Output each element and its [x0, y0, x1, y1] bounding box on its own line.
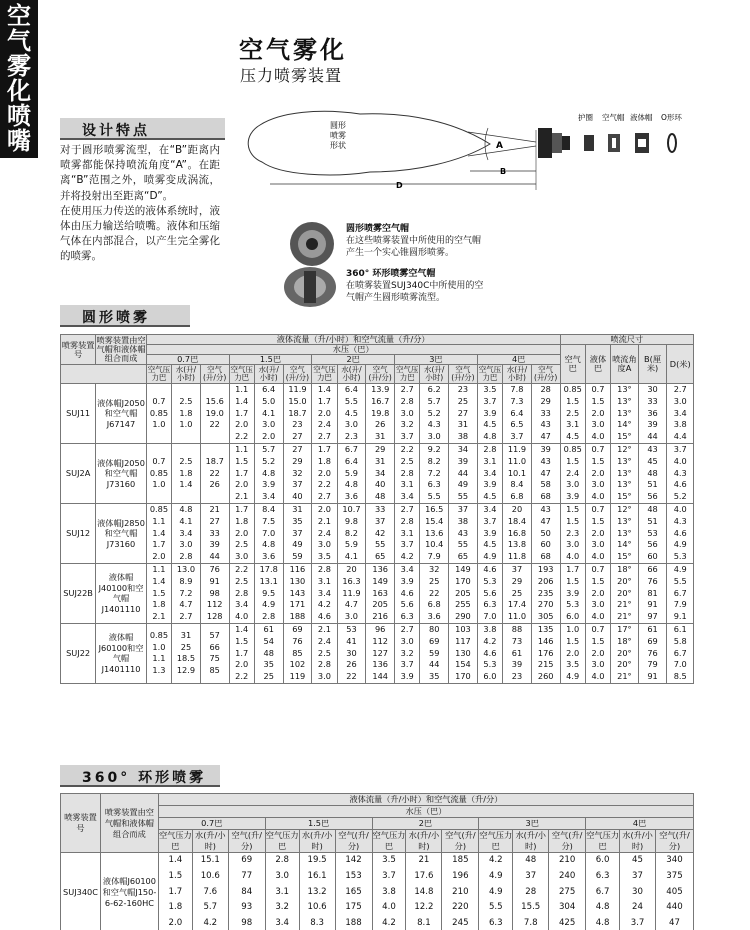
round-cap-title: 圆形喷雾空气帽: [346, 224, 410, 234]
spray-B-values: 66 76 81 91 97: [638, 563, 667, 623]
sub-air-pressure: 空气压力巴: [230, 365, 253, 382]
page-title: 空气雾化: [239, 36, 347, 64]
ring-cap-caption: [346, 268, 486, 305]
table-row: [61, 563, 694, 623]
sub-water: 水(升/小时): [172, 365, 201, 384]
col-liquid: 液体巴: [585, 345, 610, 384]
col-pressure: 水压（巴）: [146, 345, 560, 355]
air-pressure-values: 4.2 4.9 4.9 5.5 6.3: [479, 853, 513, 930]
air-flow-values: 34 39 44 49 55: [449, 443, 478, 503]
spray-B-values: 48 51 53 56 60: [638, 503, 667, 563]
col-flow: 液体流量（升/小时）和空气流量（升/分）: [146, 335, 560, 345]
ring-cap-title: 360° 环形喷雾空气帽: [346, 269, 436, 279]
blank-cell: [61, 365, 147, 384]
model-cell: SUJ22: [61, 623, 96, 683]
sub-air: 空气(升/分): [228, 830, 265, 853]
spray-B-values: 43 45 48 51 56: [638, 443, 667, 503]
air-pressure-values: 2.1 2.4 2.5 2.8 3.0: [312, 623, 337, 683]
air-pressure-values: 2.2 2.5 2.8 3.1 3.4: [395, 443, 420, 503]
spray-liquid-values: 0.7 1.5 2.0 3.0 4.0: [585, 503, 610, 563]
col-flow: 液体流量（升/小时）和空气流量（升/分）: [158, 794, 693, 806]
air-pressure-values: 2.2 2.5 2.8 3.4 4.0: [229, 563, 254, 623]
air-flow-values: 96 112 127 136 144: [366, 623, 395, 683]
air-pressure-values: 3.5 3.7 3.8 4.0 4.2: [372, 853, 406, 930]
label-A: A: [496, 141, 503, 151]
water-flow-values: 53 41 30 26 22: [337, 623, 366, 683]
air-flow-values: 116 130 143 171 188: [283, 563, 312, 623]
spray-liquid-values: 0.7 1.5 2.0 3.0 4.0: [585, 563, 610, 623]
water-flow-values: 8.4 7.5 7.0 4.8 3.6: [254, 503, 283, 563]
nozzle-assembly-icon: [538, 128, 570, 158]
air-pressure-values: 3.5 3.7 3.9 4.5 4.8: [477, 384, 502, 444]
pressure-group: 3巴: [479, 818, 586, 830]
air-pressure-values: 2.8 3.0 3.1 3.2 3.4: [265, 853, 299, 930]
label-B: B: [500, 167, 507, 176]
ring-cap-text: 在喷雾装置SUJ340C中所使用的空气帽产生圆形喷雾流型。: [346, 281, 484, 304]
side-char: 化: [7, 77, 31, 105]
side-char: 嘴: [7, 127, 31, 155]
sub-air-pressure: 空气压力巴: [313, 365, 336, 382]
water-flow-values: 31 25 18.5 12.9: [172, 623, 201, 683]
air-pressure-values: 2.8 3.1 3.4 3.9 4.5: [477, 443, 502, 503]
pressure-group: 2巴: [312, 355, 395, 365]
air-pressure-values: 6.0 6.3 6.7 4.8 4.8: [586, 853, 620, 930]
pressure-group: 0.7巴: [146, 355, 229, 365]
air-pressure-values: 2.7 2.8 3.0 3.2 3.7: [395, 384, 420, 444]
col-angle: 喷流角度A: [611, 345, 639, 384]
sub-air: 空气(升/分): [531, 365, 560, 384]
air-flow-values: 29 31 34 40 48: [366, 443, 395, 503]
air-pressure-values: 3.4 3.7 3.9 4.5 4.9: [477, 503, 502, 563]
spray-air-values: 0.85 1.5 2.4 3.0 3.9: [560, 443, 585, 503]
design-heading: 设计特点: [60, 118, 225, 140]
side-char: 雾: [7, 52, 31, 80]
part-label: 液体帽: [630, 113, 653, 122]
ring-table-body: [61, 853, 694, 930]
angle-arc: [485, 128, 488, 160]
design-paragraph-1: 对于圆形喷雾流型，在“B”距离内喷雾都能保持喷流角度“A”。在距离“B”范围之外，喷雾变成涡流，并将投射出至距离“D”。: [60, 144, 220, 202]
air-pressure-values: 0.7 0.85 1.0: [146, 384, 171, 444]
round-table-body: [61, 384, 694, 684]
sub-air: 空气(升/分): [335, 830, 372, 853]
sub-air-pressure: 空气压力巴: [395, 365, 419, 382]
pressure-group: 1.5巴: [265, 818, 372, 830]
water-flow-values: 48 37 28 15.5 7.8: [513, 853, 549, 930]
air-pressure-values: 2.0 2.1 2.4 3.0 3.5: [312, 503, 337, 563]
sub-air-pressure: 空气压力巴: [372, 830, 406, 851]
ring-air-cap-photo: [282, 265, 338, 309]
table-row: [61, 623, 694, 683]
air-pressure-values: 1.1 1.5 1.7 2.0 2.1: [229, 443, 254, 503]
water-flow-values: 9.2 8.2 7.2 6.3 5.5: [420, 443, 449, 503]
water-flow-values: 80 69 59 44 35: [420, 623, 449, 683]
sub-water: 水(升/小时): [620, 830, 656, 853]
air-flow-values: 23 25 27 31 38: [449, 384, 478, 444]
water-flow-values: 4.8 4.1 3.4 3.0 2.8: [172, 503, 201, 563]
liquid-cap-icon: [635, 133, 649, 153]
ring-spray-table: [60, 793, 694, 930]
ring-spray-heading: 360° 环形喷雾: [60, 765, 220, 787]
cloud-label: 圆形喷雾形状: [330, 121, 346, 150]
spray-air-values: 1.7 1.5 3.9 5.3 6.0: [560, 563, 585, 623]
o-ring-icon: [668, 134, 676, 152]
air-flow-values: 18.7 22 26: [200, 443, 229, 503]
spray-liquid-values: 0.7 1.5 2.0 3.0 4.0: [585, 623, 610, 683]
side-tab: [0, 0, 38, 158]
model-cell: SUJ22B: [61, 563, 96, 623]
sub-air: 空气(升/分): [549, 830, 586, 853]
combo-cell: 液体帽J60100和空气帽J1401110: [96, 623, 147, 683]
air-pressure-values: 0.85 1.0 1.1 1.3: [146, 623, 171, 683]
spray-air-values: 0.85 1.5 2.5 3.1 4.5: [560, 384, 585, 444]
water-flow-values: 11.9 11.0 10.1 8.4 6.8: [503, 443, 532, 503]
water-flow-values: 13.0 8.9 7.2 4.7 2.7: [172, 563, 201, 623]
air-pressure-values: 1.7 1.8 2.0 2.5 3.0: [229, 503, 254, 563]
spray-air-values: 1.5 1.5 2.3 3.0 4.0: [560, 503, 585, 563]
retainer-ring-icon: [584, 135, 594, 151]
sub-air: 空气(升/分): [366, 365, 395, 384]
air-pressure-values: 1.4 1.5 1.7 2.0 2.2: [229, 623, 254, 683]
col-air: 空气巴: [560, 345, 585, 384]
sub-air-pressure: 空气压力巴: [479, 830, 513, 851]
air-pressure-values: 2.7 3.0 3.2 3.7 3.9: [395, 623, 420, 683]
spray-angle-values: 12° 13° 13° 14° 15°: [611, 503, 639, 563]
air-pressure-values: 3.8 4.2 4.6 5.3 6.0: [477, 623, 502, 683]
water-flow-values: 7.8 7.3 6.4 6.5 3.7: [503, 384, 532, 444]
air-flow-values: 193 206 235 270 305: [531, 563, 560, 623]
part-label: O形环: [661, 113, 682, 122]
sub-air: 空气(升/分): [449, 365, 478, 384]
sub-water: 水(升/小时): [337, 365, 366, 384]
round-spray-heading: 圆形喷雾: [60, 305, 190, 327]
design-paragraph-2: 在使用压力传送的液体系统时，液体由压力输送给喷嘴。液体和压缩气体在内部混合，以产生完全雾化的喷雾。: [60, 204, 220, 263]
water-flow-values: 32 25 22 6.8 3.6: [420, 563, 449, 623]
sub-water: 水(升/小时): [420, 365, 449, 384]
side-char: 喷: [7, 102, 31, 130]
water-flow-values: 88 73 61 39 23: [503, 623, 532, 683]
spray-angle-values: 18° 20° 20° 21° 21°: [611, 563, 639, 623]
air-flow-values: 57 66 75 85: [200, 623, 229, 683]
col-combo: 喷雾装置由空气帽和液体帽组合而成: [96, 335, 146, 363]
air-pressure-values: 1.4 1.7 2.0 2.4 2.7: [312, 384, 337, 444]
label-D: D: [396, 181, 403, 190]
sub-air-pressure: 空气压力巴: [147, 365, 171, 382]
air-flow-values: 210 240 275 304 425: [549, 853, 586, 930]
table-row: [61, 384, 694, 444]
air-pressure-values: 2.8 3.1 3.4 4.2 4.6: [312, 563, 337, 623]
water-flow-values: 5.7 5.2 4.8 3.9 3.4: [254, 443, 283, 503]
air-flow-values: 15.6 19.0 22: [200, 384, 229, 444]
pressure-group: 4巴: [477, 355, 560, 365]
water-flow-values: 6.4 5.5 4.5 3.0 2.3: [337, 384, 366, 444]
water-flow-values: 15.1 10.6 7.6 5.7 4.2: [192, 853, 228, 930]
sub-air-pressure: 空气压力巴: [265, 830, 299, 851]
air-flow-values: 136 149 163 205 216: [366, 563, 395, 623]
spray-D-values: 4.9 5.5 6.7 7.9 9.1: [667, 563, 694, 623]
round-air-cap-photo: [288, 220, 336, 268]
sub-water: 水(升/小时): [406, 830, 442, 853]
col-D: D(米): [667, 345, 694, 384]
sub-water: 水(升/小时): [513, 830, 549, 853]
air-pressure-values: 1.1 1.4 1.5 1.8 2.1: [146, 563, 171, 623]
sub-air-pressure: 空气压力巴: [158, 830, 192, 851]
spray-angle-values: 13° 13° 13° 14° 15°: [611, 384, 639, 444]
col-model: 喷雾装置号: [61, 335, 96, 365]
water-flow-values: 45 37 30 24 3.7: [620, 853, 656, 930]
water-flow-values: 19.5 16.1 13.2 10.6 8.3: [299, 853, 335, 930]
sub-air: 空气(升/分): [200, 365, 229, 384]
air-flow-values: 11.9 15.0 18.7 23 27: [283, 384, 312, 444]
air-pressure-values: 0.7 0.85 1.0: [146, 443, 171, 503]
air-flow-values: 31 35 37 49 59: [283, 503, 312, 563]
water-flow-values: 37 29 25 17.4 11.0: [503, 563, 532, 623]
model-cell: SUJ11: [61, 384, 96, 444]
table-row: [61, 853, 694, 930]
spray-cloud: [248, 111, 490, 175]
spray-B-values: 30 33 36 39 44: [638, 384, 667, 444]
air-flow-values: 69 77 84 93 98: [228, 853, 265, 930]
water-flow-values: 17.8 13.1 9.5 4.9 2.8: [254, 563, 283, 623]
water-flow-values: 61 54 48 35 25: [254, 623, 283, 683]
air-flow-values: 142 153 165 175 188: [335, 853, 372, 930]
sub-water: 水(升/小时): [299, 830, 335, 853]
spray-D-values: 4.0 4.3 4.6 4.9 5.3: [667, 503, 694, 563]
air-flow-values: 13.9 16.7 19.8 26 31: [366, 384, 395, 444]
air-flow-values: 39 43 47 58 68: [531, 443, 560, 503]
air-flow-values: 37 38 43 55 65: [449, 503, 478, 563]
combo-cell: 液体帽J2050和空气帽J67147: [96, 384, 147, 444]
sub-water: 水(升/小时): [254, 365, 283, 384]
air-flow-values: 103 117 130 154 170: [449, 623, 478, 683]
spray-angle-values: 17° 18° 20° 20° 21°: [611, 623, 639, 683]
combo-cell: 液体帽J60100和空气帽J150-6-62-160HC: [100, 853, 158, 930]
sub-water: 水(升/小时): [192, 830, 228, 853]
water-flow-values: 16.5 15.4 13.6 10.4 7.9: [420, 503, 449, 563]
spray-B-values: 61 69 76 79 91: [638, 623, 667, 683]
sub-air: 空气(升/分): [283, 365, 312, 384]
model-cell: SUJ12: [61, 503, 96, 563]
air-pressure-values: 1.1 1.4 1.7 2.0 2.2: [229, 384, 254, 444]
air-flow-values: 27 29 32 37 40: [283, 443, 312, 503]
air-flow-values: 43 47 50 60 68: [531, 503, 560, 563]
water-flow-values: 6.4 5.0 4.1 3.0 2.0: [254, 384, 283, 444]
pressure-group: 1.5巴: [229, 355, 312, 365]
sub-air: 空气(升/分): [442, 830, 479, 853]
air-pressure-values: 1.7 1.8 2.0 2.2 2.7: [312, 443, 337, 503]
spray-liquid-values: 0.7 1.5 2.0 3.0 4.0: [585, 443, 610, 503]
round-cap-text: 在这些喷雾装置中所使用的空气帽产生一个实心锥圆形喷雾。: [346, 236, 482, 259]
combo-cell: 液体帽J2850和空气帽J73160: [96, 503, 147, 563]
water-flow-values: 2.5 1.8 1.0: [172, 384, 201, 444]
water-flow-values: 2.5 1.8 1.4: [172, 443, 201, 503]
page-subtitle: 压力喷雾装置: [240, 66, 343, 85]
spray-D-values: 6.1 5.8 6.7 7.0 8.5: [667, 623, 694, 683]
air-pressure-values: 2.7 2.8 3.1 3.7 4.2: [395, 503, 420, 563]
air-flow-values: 69 76 85 102 119: [283, 623, 312, 683]
air-flow-values: 33 37 42 55 65: [366, 503, 395, 563]
spray-angle-values: 12° 13° 13° 13° 15°: [611, 443, 639, 503]
air-cap-icon: [608, 134, 620, 152]
air-flow-values: 149 170 205 255 290: [449, 563, 478, 623]
pressure-group: 2巴: [372, 818, 479, 830]
side-char: 气: [7, 27, 31, 55]
air-flow-values: 76 91 98 112 128: [200, 563, 229, 623]
table-row: [61, 503, 694, 563]
spray-diagram: [240, 100, 720, 200]
spray-D-values: 2.7 3.0 3.4 3.8 4.4: [667, 384, 694, 444]
water-flow-values: 6.2 5.7 5.2 4.3 3.0: [420, 384, 449, 444]
sub-air: 空气(升/分): [655, 830, 693, 853]
water-flow-values: 6.7 6.4 5.9 4.8 3.6: [337, 443, 366, 503]
pressure-group: 3巴: [395, 355, 478, 365]
combo-cell: 液体帽J2050和空气帽J73160: [96, 443, 147, 503]
col-combo: 喷雾装置由空气帽和液体帽组合而成: [100, 794, 158, 853]
side-char: 空: [7, 2, 31, 30]
sub-water: 水(升/小时): [503, 365, 532, 384]
model-cell: SUJ2A: [61, 443, 96, 503]
col-size: 喷流尺寸: [560, 335, 693, 345]
air-pressure-values: 1.4 1.5 1.7 1.8 2.0: [158, 853, 192, 930]
pressure-group: 0.7巴: [158, 818, 265, 830]
part-label: 护圈: [578, 113, 593, 122]
spray-D-values: 3.7 4.0 4.3 4.6 5.2: [667, 443, 694, 503]
model-cell: SUJ340C: [61, 853, 101, 930]
air-pressure-values: 3.4 3.9 4.6 5.6 6.3: [395, 563, 420, 623]
air-flow-values: 340 375 405 440 47: [655, 853, 693, 930]
round-spray-table: [60, 334, 694, 684]
part-label: 空气帽: [602, 113, 625, 122]
col-pressure: 水压（巴）: [158, 806, 693, 818]
water-flow-values: 20 18.4 16.8 13.8 11.8: [503, 503, 532, 563]
spray-liquid-values: 0.7 1.5 2.0 3.0 4.0: [585, 384, 610, 444]
air-flow-values: 185 196 210 220 245: [442, 853, 479, 930]
water-flow-values: 20 16.3 11.9 4.7 3.0: [337, 563, 366, 623]
pressure-group: 4巴: [586, 818, 694, 830]
col-B: B(厘米): [638, 345, 667, 384]
air-flow-values: 21 27 33 39 44: [200, 503, 229, 563]
air-flow-values: 135 146 176 215 260: [531, 623, 560, 683]
spray-air-values: 1.0 1.5 2.0 3.5 4.9: [560, 623, 585, 683]
air-pressure-values: 0.85 1.1 1.4 1.7 2.0: [146, 503, 171, 563]
sub-air-pressure: 空气压力巴: [478, 365, 502, 382]
col-model: 喷雾装置号: [61, 794, 101, 853]
combo-cell: 液体帽J40100和空气帽J1401110: [96, 563, 147, 623]
round-cap-caption: [346, 223, 486, 260]
design-text: [60, 143, 220, 265]
water-flow-values: 21 17.6 14.8 12.2 8.1: [406, 853, 442, 930]
table-row: [61, 443, 694, 503]
sub-air-pressure: 空气压力巴: [586, 830, 619, 851]
air-pressure-values: 4.6 5.3 5.6 6.3 7.0: [477, 563, 502, 623]
water-flow-values: 10.7 9.8 8.2 5.9 4.1: [337, 503, 366, 563]
air-flow-values: 28 29 33 43 47: [531, 384, 560, 444]
